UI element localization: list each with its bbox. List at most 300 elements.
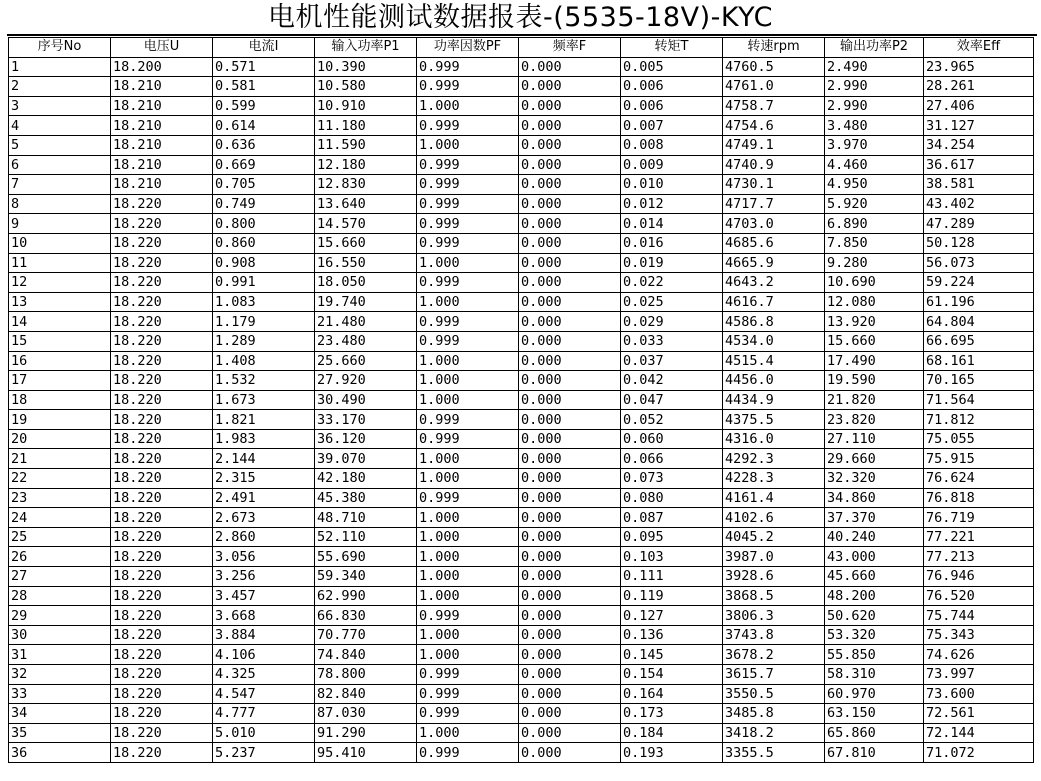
col-header-index: 序号No <box>9 38 111 58</box>
cell-power-factor: 0.999 <box>417 704 519 724</box>
cell-input-power: 70.770 <box>315 625 417 645</box>
cell-index: 25 <box>9 527 111 547</box>
cell-power-factor: 1.000 <box>417 527 519 547</box>
cell-torque: 0.184 <box>621 723 723 743</box>
cell-efficiency: 34.254 <box>924 135 1034 155</box>
cell-input-power: 45.380 <box>315 488 417 508</box>
cell-input-power: 52.110 <box>315 527 417 547</box>
cell-speed: 4749.1 <box>723 135 825 155</box>
cell-torque: 0.014 <box>621 214 723 234</box>
cell-input-power: 18.050 <box>315 273 417 293</box>
cell-frequency: 0.000 <box>519 410 621 430</box>
table-row <box>9 567 1034 587</box>
cell-index: 26 <box>9 547 111 567</box>
cell-voltage: 18.220 <box>111 194 213 214</box>
cell-current: 1.983 <box>213 429 315 449</box>
cell-voltage: 18.210 <box>111 96 213 116</box>
cell-efficiency: 47.289 <box>924 214 1034 234</box>
cell-input-power: 33.170 <box>315 410 417 430</box>
cell-index: 27 <box>9 567 111 587</box>
cell-frequency: 0.000 <box>519 331 621 351</box>
cell-efficiency: 70.165 <box>924 371 1034 391</box>
table-row <box>9 253 1034 273</box>
cell-power-factor: 0.999 <box>417 194 519 214</box>
col-header-current: 电流I <box>213 38 315 58</box>
cell-torque: 0.033 <box>621 331 723 351</box>
cell-output-power: 65.860 <box>825 723 924 743</box>
table-row <box>9 665 1034 685</box>
table-row <box>9 390 1034 410</box>
cell-efficiency: 71.812 <box>924 410 1034 430</box>
cell-output-power: 29.660 <box>825 449 924 469</box>
cell-voltage: 18.220 <box>111 743 213 763</box>
cell-input-power: 11.180 <box>315 116 417 136</box>
table-row <box>9 331 1034 351</box>
cell-speed: 3987.0 <box>723 547 825 567</box>
cell-speed: 3806.3 <box>723 606 825 626</box>
cell-voltage: 18.220 <box>111 704 213 724</box>
cell-torque: 0.012 <box>621 194 723 214</box>
cell-speed: 4045.2 <box>723 527 825 547</box>
cell-power-factor: 0.999 <box>417 77 519 97</box>
table-row <box>9 743 1034 763</box>
cell-frequency: 0.000 <box>519 371 621 391</box>
cell-power-factor: 0.999 <box>417 331 519 351</box>
cell-frequency: 0.000 <box>519 175 621 195</box>
col-header-torque: 转矩T <box>621 38 723 58</box>
cell-torque: 0.005 <box>621 57 723 77</box>
table-row <box>9 351 1034 371</box>
table-row <box>9 194 1034 214</box>
cell-efficiency: 43.402 <box>924 194 1034 214</box>
cell-input-power: 74.840 <box>315 645 417 665</box>
cell-current: 3.884 <box>213 625 315 645</box>
cell-index: 5 <box>9 135 111 155</box>
cell-current: 0.800 <box>213 214 315 234</box>
cell-current: 0.636 <box>213 135 315 155</box>
report-title: 电机性能测试数据报表-(5535-18V)-KYC <box>268 2 773 33</box>
cell-input-power: 42.180 <box>315 469 417 489</box>
cell-power-factor: 1.000 <box>417 351 519 371</box>
cell-input-power: 10.580 <box>315 77 417 97</box>
cell-voltage: 18.220 <box>111 527 213 547</box>
cell-output-power: 53.320 <box>825 625 924 645</box>
cell-index: 28 <box>9 586 111 606</box>
cell-voltage: 18.220 <box>111 625 213 645</box>
cell-index: 29 <box>9 606 111 626</box>
cell-torque: 0.164 <box>621 684 723 704</box>
cell-frequency: 0.000 <box>519 743 621 763</box>
cell-power-factor: 1.000 <box>417 625 519 645</box>
cell-output-power: 2.490 <box>825 57 924 77</box>
cell-index: 22 <box>9 469 111 489</box>
table-row <box>9 410 1034 430</box>
cell-index: 33 <box>9 684 111 704</box>
cell-speed: 3678.2 <box>723 645 825 665</box>
cell-torque: 0.008 <box>621 135 723 155</box>
cell-frequency: 0.000 <box>519 704 621 724</box>
cell-voltage: 18.220 <box>111 469 213 489</box>
cell-speed: 3485.8 <box>723 704 825 724</box>
cell-voltage: 18.200 <box>111 57 213 77</box>
cell-output-power: 3.480 <box>825 116 924 136</box>
cell-speed: 3355.5 <box>723 743 825 763</box>
cell-power-factor: 1.000 <box>417 292 519 312</box>
cell-efficiency: 56.073 <box>924 253 1034 273</box>
cell-voltage: 18.220 <box>111 449 213 469</box>
cell-current: 0.860 <box>213 233 315 253</box>
table-row <box>9 488 1034 508</box>
cell-efficiency: 76.520 <box>924 586 1034 606</box>
col-header-frequency: 频率F <box>519 38 621 58</box>
cell-frequency: 0.000 <box>519 527 621 547</box>
cell-output-power: 37.370 <box>825 508 924 528</box>
cell-power-factor: 1.000 <box>417 253 519 273</box>
cell-input-power: 91.290 <box>315 723 417 743</box>
cell-torque: 0.010 <box>621 175 723 195</box>
cell-index: 17 <box>9 371 111 391</box>
table-row <box>9 508 1034 528</box>
cell-efficiency: 64.804 <box>924 312 1034 332</box>
table-row <box>9 292 1034 312</box>
cell-efficiency: 71.072 <box>924 743 1034 763</box>
col-header-output-power: 输出功率P2 <box>825 38 924 58</box>
cell-voltage: 18.220 <box>111 567 213 587</box>
cell-voltage: 18.220 <box>111 586 213 606</box>
table-row <box>9 77 1034 97</box>
cell-current: 0.599 <box>213 96 315 116</box>
table-body <box>9 57 1034 762</box>
cell-torque: 0.119 <box>621 586 723 606</box>
cell-input-power: 23.480 <box>315 331 417 351</box>
cell-frequency: 0.000 <box>519 586 621 606</box>
table-row <box>9 155 1034 175</box>
cell-torque: 0.007 <box>621 116 723 136</box>
cell-output-power: 3.970 <box>825 135 924 155</box>
cell-speed: 4456.0 <box>723 371 825 391</box>
cell-efficiency: 75.744 <box>924 606 1034 626</box>
cell-efficiency: 76.624 <box>924 469 1034 489</box>
cell-voltage: 18.220 <box>111 606 213 626</box>
cell-frequency: 0.000 <box>519 449 621 469</box>
cell-voltage: 18.220 <box>111 351 213 371</box>
cell-frequency: 0.000 <box>519 488 621 508</box>
cell-efficiency: 75.915 <box>924 449 1034 469</box>
cell-input-power: 36.120 <box>315 429 417 449</box>
cell-torque: 0.019 <box>621 253 723 273</box>
table-row <box>9 586 1034 606</box>
cell-output-power: 9.280 <box>825 253 924 273</box>
cell-input-power: 48.710 <box>315 508 417 528</box>
cell-voltage: 18.220 <box>111 410 213 430</box>
cell-output-power: 55.850 <box>825 645 924 665</box>
cell-speed: 4292.3 <box>723 449 825 469</box>
cell-speed: 3928.6 <box>723 567 825 587</box>
cell-speed: 4703.0 <box>723 214 825 234</box>
cell-frequency: 0.000 <box>519 312 621 332</box>
cell-torque: 0.016 <box>621 233 723 253</box>
cell-output-power: 10.690 <box>825 273 924 293</box>
cell-power-factor: 1.000 <box>417 390 519 410</box>
cell-torque: 0.066 <box>621 449 723 469</box>
cell-input-power: 25.660 <box>315 351 417 371</box>
col-header-power-factor: 功率因数PF <box>417 38 519 58</box>
cell-input-power: 12.830 <box>315 175 417 195</box>
cell-power-factor: 1.000 <box>417 449 519 469</box>
cell-input-power: 10.910 <box>315 96 417 116</box>
cell-input-power: 87.030 <box>315 704 417 724</box>
cell-output-power: 17.490 <box>825 351 924 371</box>
cell-frequency: 0.000 <box>519 116 621 136</box>
cell-efficiency: 27.406 <box>924 96 1034 116</box>
cell-index: 1 <box>9 57 111 77</box>
cell-torque: 0.087 <box>621 508 723 528</box>
data-table <box>8 37 1034 763</box>
cell-output-power: 58.310 <box>825 665 924 685</box>
cell-input-power: 11.590 <box>315 135 417 155</box>
cell-current: 0.991 <box>213 273 315 293</box>
cell-power-factor: 0.999 <box>417 233 519 253</box>
cell-current: 0.571 <box>213 57 315 77</box>
table-row <box>9 684 1034 704</box>
cell-efficiency: 77.221 <box>924 527 1034 547</box>
cell-current: 0.614 <box>213 116 315 136</box>
cell-speed: 4616.7 <box>723 292 825 312</box>
cell-speed: 4761.0 <box>723 77 825 97</box>
table-row <box>9 116 1034 136</box>
cell-efficiency: 73.600 <box>924 684 1034 704</box>
cell-current: 2.673 <box>213 508 315 528</box>
cell-efficiency: 77.213 <box>924 547 1034 567</box>
cell-current: 4.777 <box>213 704 315 724</box>
cell-current: 4.106 <box>213 645 315 665</box>
cell-input-power: 27.920 <box>315 371 417 391</box>
cell-frequency: 0.000 <box>519 155 621 175</box>
cell-voltage: 18.220 <box>111 665 213 685</box>
cell-current: 0.908 <box>213 253 315 273</box>
cell-current: 3.668 <box>213 606 315 626</box>
cell-voltage: 18.210 <box>111 135 213 155</box>
cell-frequency: 0.000 <box>519 253 621 273</box>
table-row <box>9 96 1034 116</box>
cell-power-factor: 0.999 <box>417 684 519 704</box>
cell-voltage: 18.220 <box>111 292 213 312</box>
table-row <box>9 273 1034 293</box>
cell-current: 0.749 <box>213 194 315 214</box>
cell-efficiency: 72.561 <box>924 704 1034 724</box>
cell-efficiency: 71.564 <box>924 390 1034 410</box>
cell-power-factor: 0.999 <box>417 116 519 136</box>
cell-speed: 4534.0 <box>723 331 825 351</box>
cell-index: 21 <box>9 449 111 469</box>
cell-frequency: 0.000 <box>519 469 621 489</box>
cell-torque: 0.029 <box>621 312 723 332</box>
cell-input-power: 14.570 <box>315 214 417 234</box>
cell-torque: 0.006 <box>621 96 723 116</box>
cell-input-power: 19.740 <box>315 292 417 312</box>
cell-voltage: 18.220 <box>111 429 213 449</box>
cell-power-factor: 0.999 <box>417 488 519 508</box>
cell-frequency: 0.000 <box>519 194 621 214</box>
cell-index: 10 <box>9 233 111 253</box>
cell-speed: 4228.3 <box>723 469 825 489</box>
cell-efficiency: 38.581 <box>924 175 1034 195</box>
cell-frequency: 0.000 <box>519 625 621 645</box>
table-header <box>9 38 1034 58</box>
cell-power-factor: 1.000 <box>417 469 519 489</box>
table-row <box>9 625 1034 645</box>
cell-voltage: 18.220 <box>111 390 213 410</box>
header-row <box>9 38 1034 58</box>
cell-torque: 0.052 <box>621 410 723 430</box>
cell-power-factor: 0.999 <box>417 155 519 175</box>
cell-input-power: 78.800 <box>315 665 417 685</box>
table-row <box>9 175 1034 195</box>
cell-speed: 4316.0 <box>723 429 825 449</box>
cell-frequency: 0.000 <box>519 351 621 371</box>
cell-input-power: 66.830 <box>315 606 417 626</box>
cell-current: 1.408 <box>213 351 315 371</box>
cell-efficiency: 36.617 <box>924 155 1034 175</box>
cell-power-factor: 1.000 <box>417 567 519 587</box>
cell-speed: 3868.5 <box>723 586 825 606</box>
cell-frequency: 0.000 <box>519 665 621 685</box>
cell-frequency: 0.000 <box>519 429 621 449</box>
cell-input-power: 39.070 <box>315 449 417 469</box>
cell-efficiency: 68.161 <box>924 351 1034 371</box>
cell-current: 3.457 <box>213 586 315 606</box>
cell-power-factor: 1.000 <box>417 723 519 743</box>
cell-torque: 0.154 <box>621 665 723 685</box>
table-row <box>9 135 1034 155</box>
cell-efficiency: 73.997 <box>924 665 1034 685</box>
cell-current: 4.325 <box>213 665 315 685</box>
cell-output-power: 50.620 <box>825 606 924 626</box>
cell-voltage: 18.220 <box>111 508 213 528</box>
cell-voltage: 18.210 <box>111 77 213 97</box>
cell-speed: 4375.5 <box>723 410 825 430</box>
cell-speed: 4685.6 <box>723 233 825 253</box>
cell-efficiency: 23.965 <box>924 57 1034 77</box>
cell-voltage: 18.210 <box>111 116 213 136</box>
cell-torque: 0.193 <box>621 743 723 763</box>
cell-output-power: 43.000 <box>825 547 924 567</box>
cell-efficiency: 76.946 <box>924 567 1034 587</box>
cell-frequency: 0.000 <box>519 233 621 253</box>
cell-input-power: 15.660 <box>315 233 417 253</box>
cell-voltage: 18.220 <box>111 488 213 508</box>
cell-index: 20 <box>9 429 111 449</box>
table-row <box>9 371 1034 391</box>
cell-power-factor: 0.999 <box>417 606 519 626</box>
cell-frequency: 0.000 <box>519 77 621 97</box>
cell-index: 32 <box>9 665 111 685</box>
cell-efficiency: 61.196 <box>924 292 1034 312</box>
cell-speed: 4586.8 <box>723 312 825 332</box>
col-header-efficiency: 效率Eff <box>924 38 1034 58</box>
cell-current: 3.056 <box>213 547 315 567</box>
cell-input-power: 59.340 <box>315 567 417 587</box>
cell-current: 1.532 <box>213 371 315 391</box>
cell-torque: 0.073 <box>621 469 723 489</box>
cell-speed: 4760.5 <box>723 57 825 77</box>
cell-efficiency: 28.261 <box>924 77 1034 97</box>
cell-torque: 0.060 <box>621 429 723 449</box>
cell-efficiency: 75.055 <box>924 429 1034 449</box>
cell-current: 1.179 <box>213 312 315 332</box>
cell-torque: 0.111 <box>621 567 723 587</box>
cell-torque: 0.047 <box>621 390 723 410</box>
cell-index: 18 <box>9 390 111 410</box>
table-row <box>9 645 1034 665</box>
cell-index: 23 <box>9 488 111 508</box>
cell-power-factor: 0.999 <box>417 743 519 763</box>
cell-efficiency: 74.626 <box>924 645 1034 665</box>
cell-speed: 3418.2 <box>723 723 825 743</box>
cell-power-factor: 1.000 <box>417 645 519 665</box>
cell-voltage: 18.220 <box>111 645 213 665</box>
cell-output-power: 2.990 <box>825 96 924 116</box>
cell-frequency: 0.000 <box>519 645 621 665</box>
cell-power-factor: 1.000 <box>417 508 519 528</box>
cell-speed: 4102.6 <box>723 508 825 528</box>
cell-frequency: 0.000 <box>519 684 621 704</box>
cell-frequency: 0.000 <box>519 214 621 234</box>
cell-output-power: 12.080 <box>825 292 924 312</box>
table-row <box>9 214 1034 234</box>
cell-output-power: 32.320 <box>825 469 924 489</box>
cell-input-power: 10.390 <box>315 57 417 77</box>
cell-speed: 3615.7 <box>723 665 825 685</box>
cell-voltage: 18.220 <box>111 273 213 293</box>
cell-output-power: 45.660 <box>825 567 924 587</box>
cell-current: 2.315 <box>213 469 315 489</box>
cell-torque: 0.173 <box>621 704 723 724</box>
col-header-speed: 转速rpm <box>723 38 825 58</box>
cell-frequency: 0.000 <box>519 606 621 626</box>
cell-torque: 0.103 <box>621 547 723 567</box>
cell-voltage: 18.220 <box>111 331 213 351</box>
cell-input-power: 12.180 <box>315 155 417 175</box>
table-row <box>9 704 1034 724</box>
table-row <box>9 547 1034 567</box>
cell-power-factor: 0.999 <box>417 410 519 430</box>
cell-frequency: 0.000 <box>519 57 621 77</box>
cell-power-factor: 1.000 <box>417 547 519 567</box>
cell-torque: 0.145 <box>621 645 723 665</box>
cell-input-power: 55.690 <box>315 547 417 567</box>
cell-input-power: 62.990 <box>315 586 417 606</box>
cell-index: 34 <box>9 704 111 724</box>
col-header-input-power: 输入功率P1 <box>315 38 417 58</box>
cell-input-power: 16.550 <box>315 253 417 273</box>
title-underline <box>7 34 1037 36</box>
cell-voltage: 18.220 <box>111 253 213 273</box>
cell-torque: 0.006 <box>621 77 723 97</box>
cell-input-power: 21.480 <box>315 312 417 332</box>
cell-frequency: 0.000 <box>519 273 621 293</box>
cell-index: 12 <box>9 273 111 293</box>
cell-output-power: 63.150 <box>825 704 924 724</box>
cell-torque: 0.080 <box>621 488 723 508</box>
cell-speed: 4754.6 <box>723 116 825 136</box>
cell-output-power: 34.860 <box>825 488 924 508</box>
cell-voltage: 18.220 <box>111 371 213 391</box>
cell-power-factor: 1.000 <box>417 371 519 391</box>
cell-efficiency: 76.719 <box>924 508 1034 528</box>
cell-speed: 3743.8 <box>723 625 825 645</box>
table-row <box>9 233 1034 253</box>
